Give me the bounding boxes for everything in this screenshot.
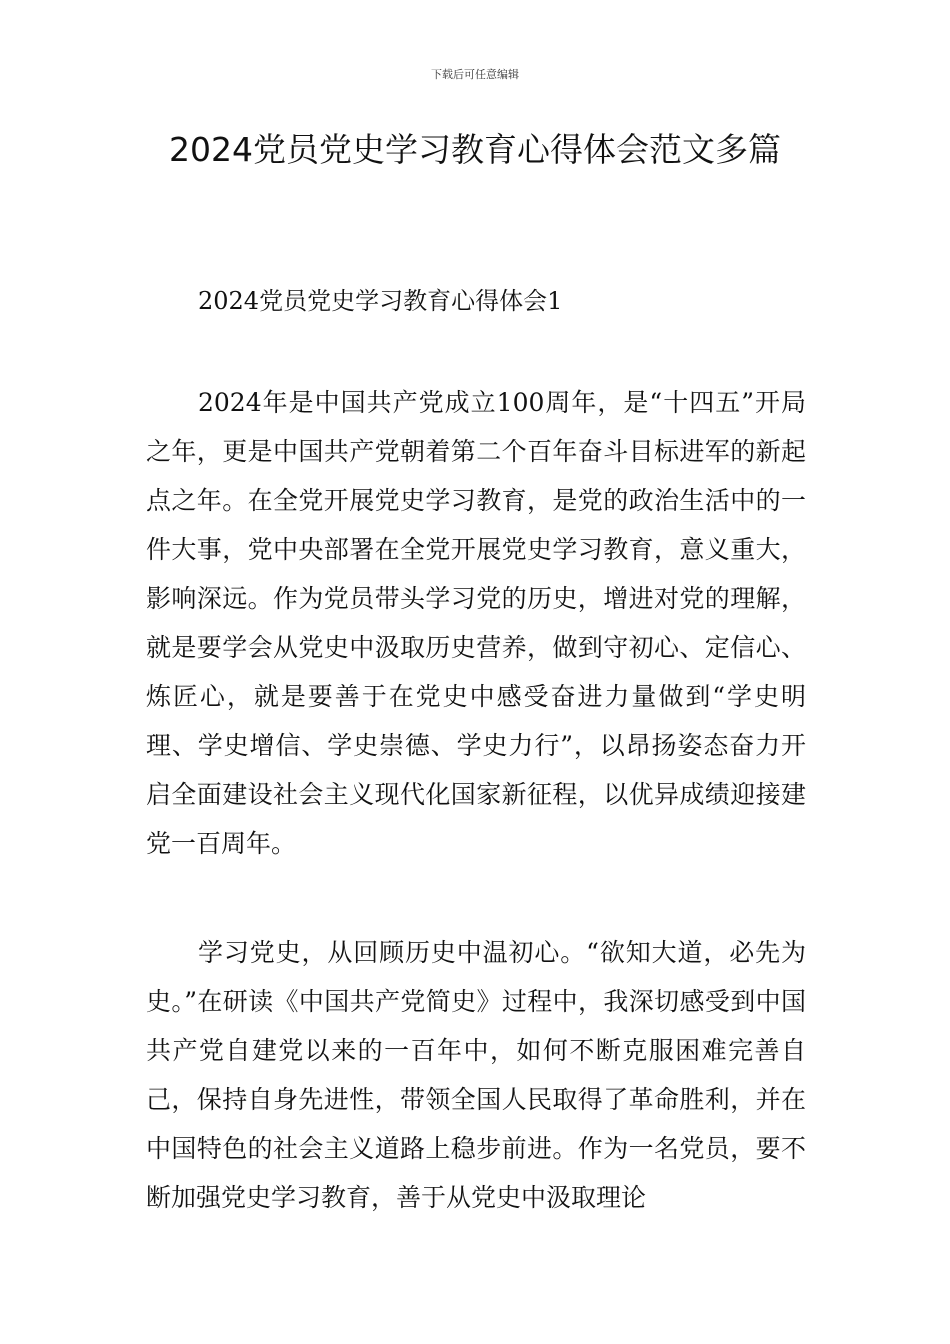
section-subtitle: 2024党员党史学习教育心得体会1: [198, 287, 563, 315]
header-note: 下载后可任意编辑: [431, 68, 519, 81]
body-paragraph-2: 学习党史，从回顾历史中温初心。“欲知大道，必先为史。”在研读《中国共产党简史》过程中，我深切感受到中国共产党自建党以来的一百年中，如何不断克服困难完善自己，保持自身先进性，带领全国人民取得了革命胜利，并在中国特色的社会主义道路上稳步前进。作为一名党员，要不断加强党史学习教育，善于从党史中汲取理论: [146, 938, 806, 1212]
document-body: [146, 281, 806, 1222]
document-title: 2024党员党史学习教育心得体会范文多篇: [169, 130, 781, 169]
body-paragraph-1: 2024年是中国共产党成立100周年，是“十四五”开局之年，更是中国共产党朝着第二个百年奋斗目标进军的新起点之年。在全党开展党史学习教育，是党的政治生活中的一件大事，党中央部署在全党开展党史学习教育，意义重大，影响深远。作为党员带头学习党的历史，增进对党的理解，就是要学会从党史中汲取历史营养，做到守初心、定信心、炼匠心，就是要善于在党史中感受奋进力量做到“学史明理、学史增信、学史崇德、学史力行”，以昂扬姿态奋力开启全面建设社会主义现代化国家新征程，以优异成绩迎接建党一百周年。: [146, 388, 806, 858]
